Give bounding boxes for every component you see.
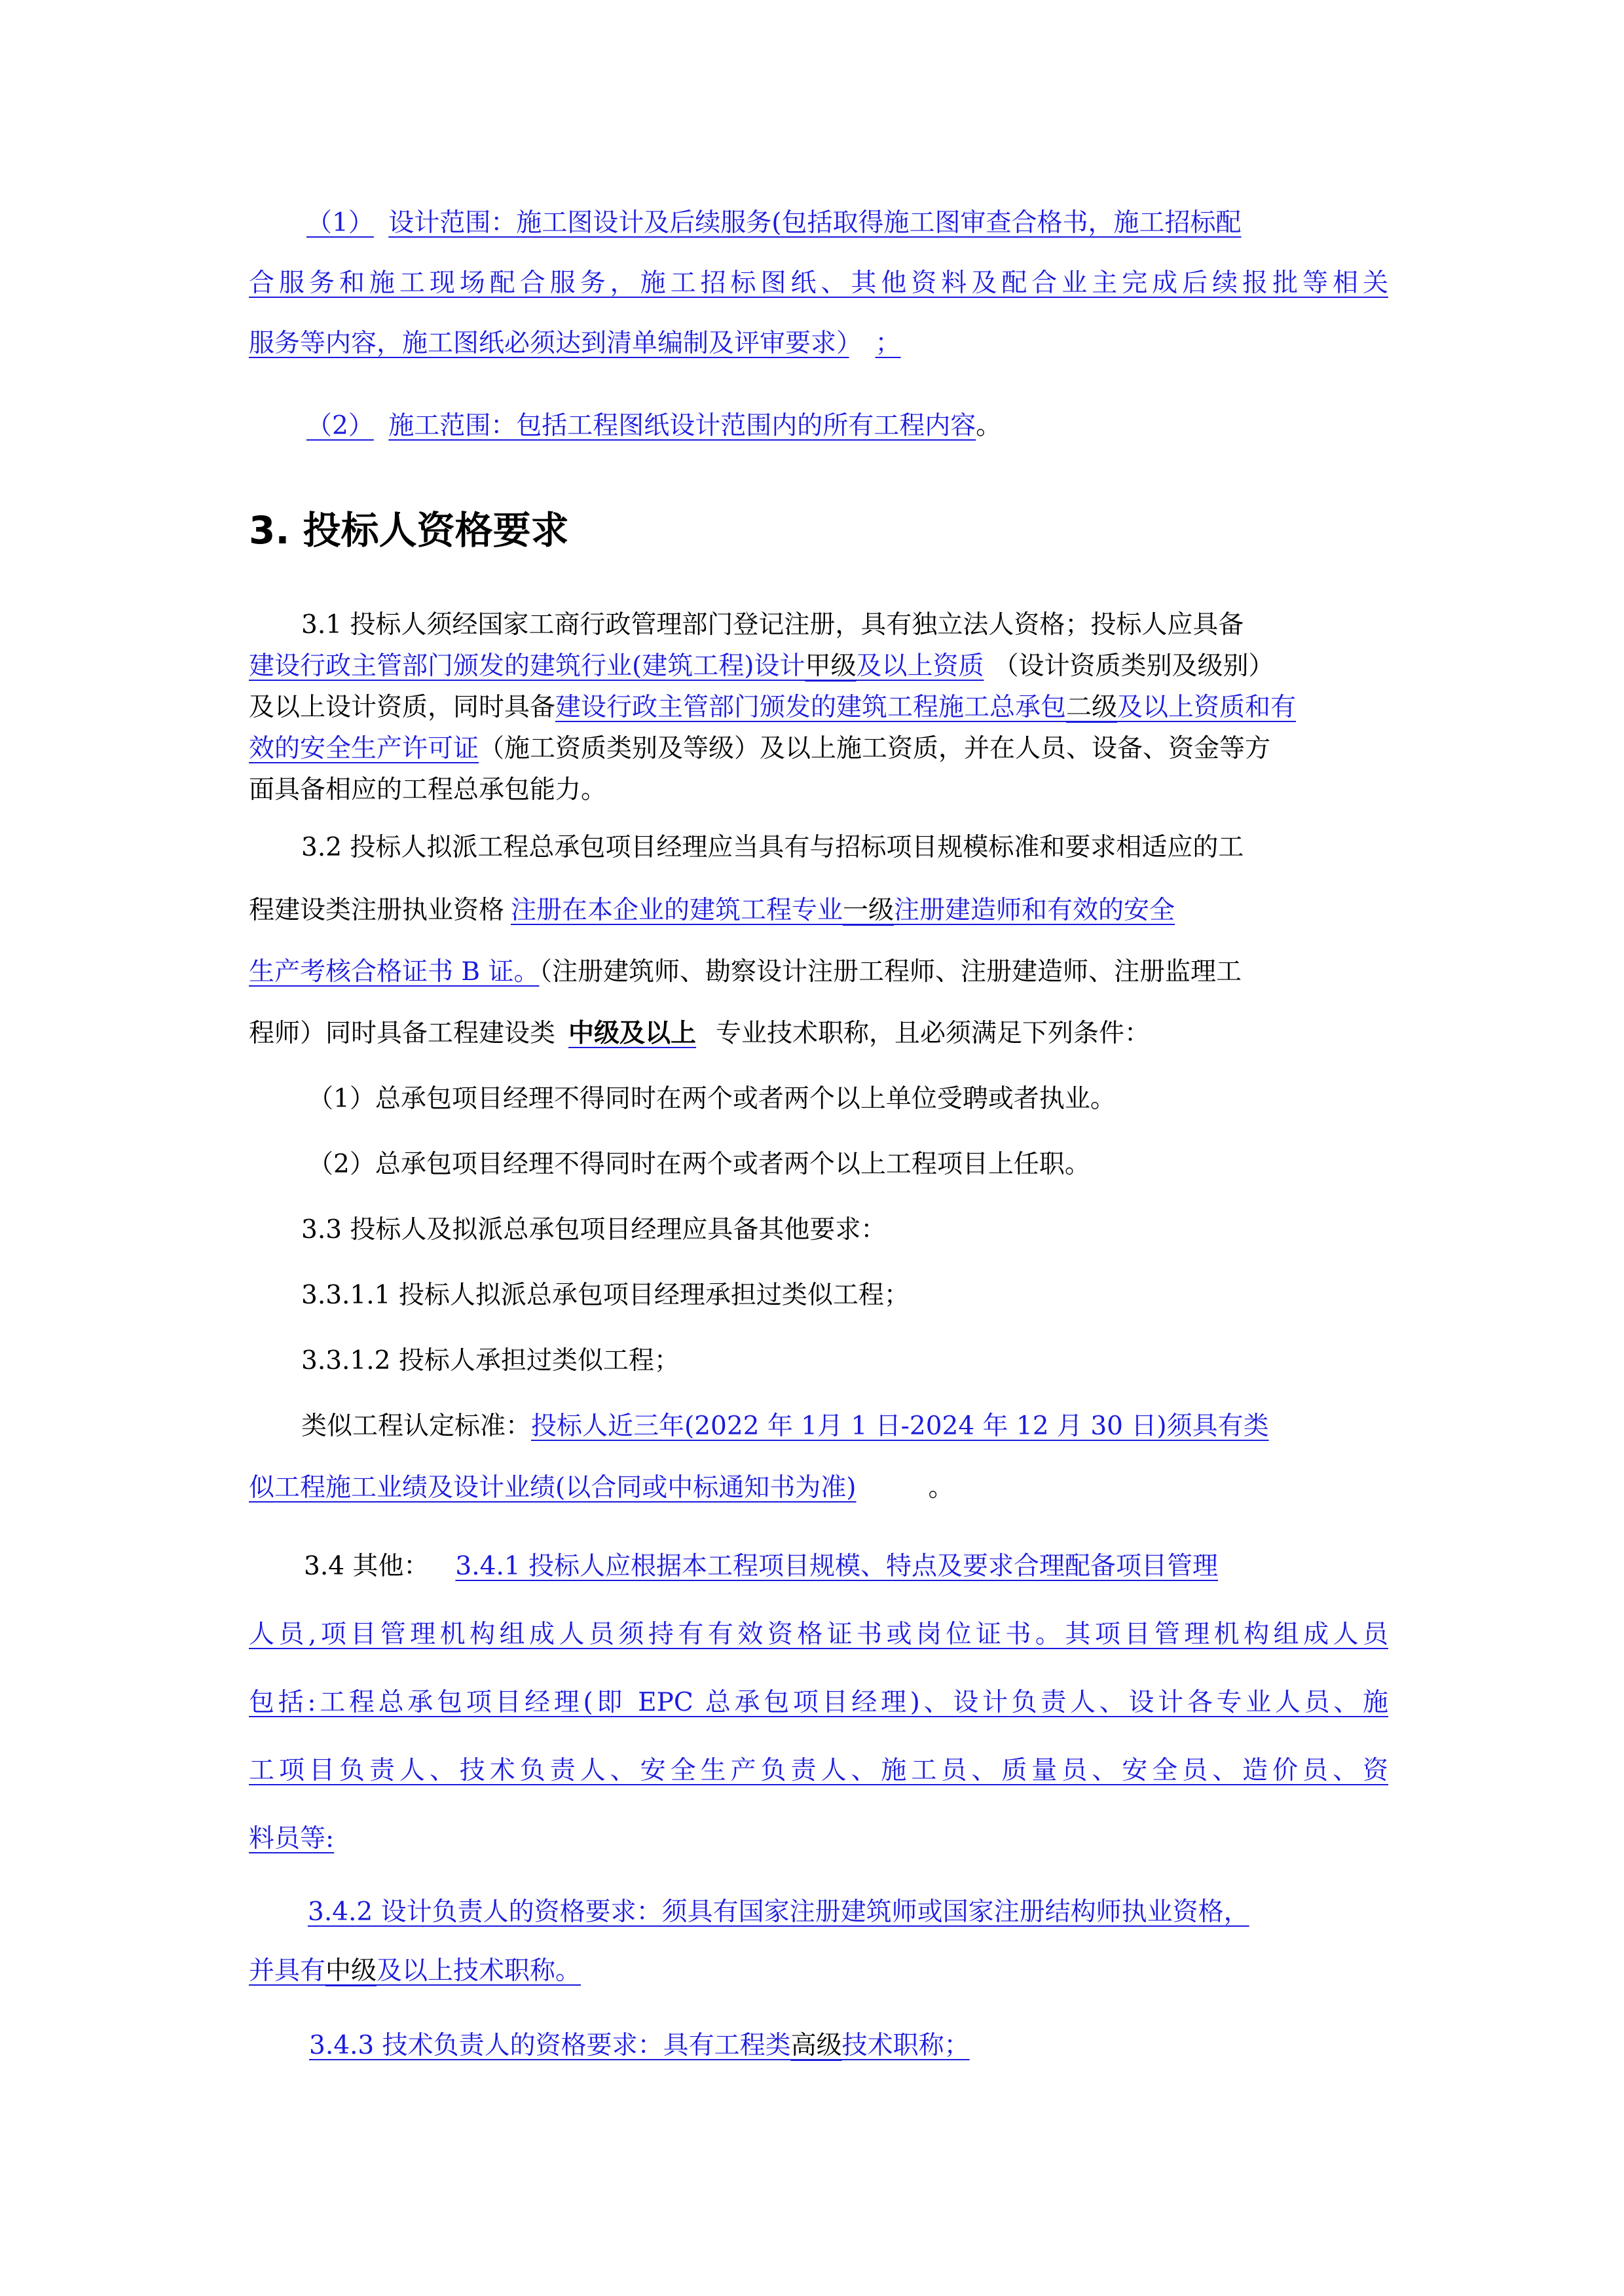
semicolon: ； — [875, 329, 901, 358]
similar-project-standard: 似工程施工业绩及设计业绩(以合同或中标通知书为准) — [249, 1473, 857, 1503]
period: 。 — [976, 411, 1002, 441]
period: 。 — [928, 1473, 954, 1503]
p33-line-5 — [249, 1470, 1388, 1506]
design-scope-text: 合服务和施工现场配合服务，施工招标图纸、其他资料及配合业主完成后续报批等相关 — [249, 268, 1388, 298]
p31-text: 及以上设计资质，同时具备 — [249, 693, 556, 722]
p343-line — [309, 2028, 1449, 2064]
p34-text: 人员,项目管理机构组成人员须持有有效资格证书或岗位证书。其项目管理机构组成人员 — [249, 1620, 1388, 1649]
item-number: （2） — [306, 411, 374, 441]
p31-line-5 — [249, 772, 1388, 809]
tech-lead-requirement-suffix: 技术职称； — [841, 2031, 970, 2060]
p31-line-1 — [301, 607, 1441, 644]
p34-line-5 — [249, 1821, 1388, 1857]
p32-text: 程建设类注册执业资格 — [249, 896, 505, 925]
p34-line-1 — [304, 1548, 1443, 1585]
p34-line-3 — [249, 1685, 1388, 1721]
design-qualification-suffix: 及以上资质 — [856, 651, 984, 681]
design-lead-requirement: 并具有 — [249, 1956, 326, 1986]
title-level: 中级及以上 — [568, 1019, 697, 1048]
p31-line-2 — [249, 648, 1388, 685]
p32-line-1 — [301, 829, 1441, 866]
grade-intermediate: 中级 — [325, 1956, 377, 1986]
design-scope-text: 服务等内容，施工图纸必须达到清单编制及评审要求） — [249, 329, 849, 358]
p31-text: 3.1 投标人须经国家工商行政管理部门登记注册，具有独立法人资格；投标人应具备 — [301, 610, 1244, 640]
p31-line-3 — [249, 689, 1388, 726]
p33-line-4 — [301, 1408, 1441, 1445]
p33-line-2 — [301, 1277, 1441, 1314]
p32-text: 专业技术职称，且必须满足下列条件： — [716, 1019, 1151, 1048]
condition-text: （2）总承包项目经理不得同时在两个或者两个以上工程项目上任职。 — [308, 1150, 1090, 1179]
p34-text: 料员等: — [249, 1824, 335, 1853]
item-number: （1） — [306, 208, 374, 238]
p34-line-4 — [249, 1753, 1388, 1789]
section-heading: 3. 投标人资格要求 — [249, 508, 569, 553]
p32-line-4 — [249, 1015, 1388, 1052]
p342-line-2 — [249, 1953, 1388, 1990]
scope-design-line-3 — [249, 325, 1388, 362]
p34-text: 包括:工程总承包项目经理(即 EPC 总承包项目经理)、设计负责人、设计各专业人员、施 — [249, 1688, 1388, 1717]
construction-qualification: 建设行政主管部门颁发的建筑工程施工总承包 — [555, 693, 1067, 722]
p34-text: 工项目负责人、技术负责人、安全生产负责人、施工员、质量员、安全员、造价员、资 — [249, 1756, 1388, 1785]
p33-text: 3.3.1.1 投标人拟派总承包项目经理承担过类似工程； — [301, 1281, 910, 1310]
grade-2: 二级 — [1066, 693, 1118, 722]
p32-text: （注册建筑师、勘察设计注册工程师、注册建造师、注册监理工 — [539, 957, 1242, 987]
p33-line-3 — [301, 1343, 1441, 1379]
scope-construction-line — [306, 408, 1446, 445]
p31-text: （施工资质类别及等级）及以上施工资质，并在人员、设备、资金等方 — [479, 734, 1271, 763]
grade-senior: 高级 — [790, 2031, 842, 2060]
tech-lead-requirement: 3.4.3 技术负责人的资格要求：具有工程类 — [309, 2031, 791, 2060]
p33-text: 3.3.1.2 投标人承担过类似工程； — [301, 1346, 680, 1376]
design-scope-text: 设计范围：施工图设计及后续服务(包括取得施工图审查合格书，施工招标配 — [388, 208, 1242, 238]
p31-text: 面具备相应的工程总承包能力。 — [249, 775, 607, 805]
p32-text: 程师）同时具备工程建设类 — [249, 1019, 556, 1048]
scope-design-line-2 — [249, 265, 1388, 302]
p32-text: 3.2 投标人拟派工程总承包项目经理应当具有与招标项目规模标准和要求相适应的工 — [301, 833, 1244, 862]
p34-line-2 — [249, 1616, 1388, 1653]
p34-label: 3.4 其他： — [304, 1552, 430, 1581]
design-qualification: 建设行政主管部门颁发的建筑行业(建筑工程)设计 — [249, 651, 805, 681]
p32-line-2 — [249, 892, 1388, 929]
safety-certificate: 生产考核合格证书 B 证。 — [249, 957, 540, 987]
p33-text: 3.3 投标人及拟派总承包项目经理应具备其他要求： — [301, 1215, 887, 1245]
construction-scope-text: 施工范围：包括工程图纸设计范围内的所有工程内容 — [388, 411, 976, 441]
design-lead-requirement: 3.4.2 设计负责人的资格要求：须具有国家注册建筑师或国家注册结构师执业资格， — [308, 1897, 1249, 1927]
p32-condition-2 — [308, 1146, 1447, 1183]
p31-line-4 — [249, 731, 1388, 767]
construction-qualification-suffix: 及以上资质和有 — [1117, 693, 1297, 722]
grade-1: 一级 — [843, 896, 895, 925]
p342-line-1 — [308, 1894, 1447, 1931]
registration-requirement: 注册在本企业的建筑工程专业 — [511, 896, 843, 925]
scope-design-line-1 — [306, 205, 1388, 242]
p34-text: 3.4.1 投标人应根据本工程项目规模、特点及要求合理配备项目管理 — [455, 1552, 1219, 1581]
safety-license: 效的安全生产许可证 — [249, 734, 479, 763]
design-lead-requirement-suffix: 及以上技术职称。 — [377, 1956, 581, 1986]
p33-line-1 — [301, 1212, 1441, 1248]
p31-note: （设计资质类别及级别） — [993, 651, 1274, 681]
registration-requirement-suffix: 注册建造师和有效的安全 — [894, 896, 1175, 925]
p32-condition-1 — [308, 1081, 1447, 1118]
grade-a: 甲级 — [805, 651, 857, 681]
p32-line-3 — [249, 954, 1388, 991]
p33-text: 类似工程认定标准： — [301, 1412, 532, 1441]
similar-project-standard: 投标人近三年(2022 年 1月 1 日-2024 年 12 月 30 日)须具有类 — [531, 1412, 1269, 1441]
condition-text: （1）总承包项目经理不得同时在两个或者两个以上单位受聘或者执业。 — [308, 1084, 1116, 1114]
